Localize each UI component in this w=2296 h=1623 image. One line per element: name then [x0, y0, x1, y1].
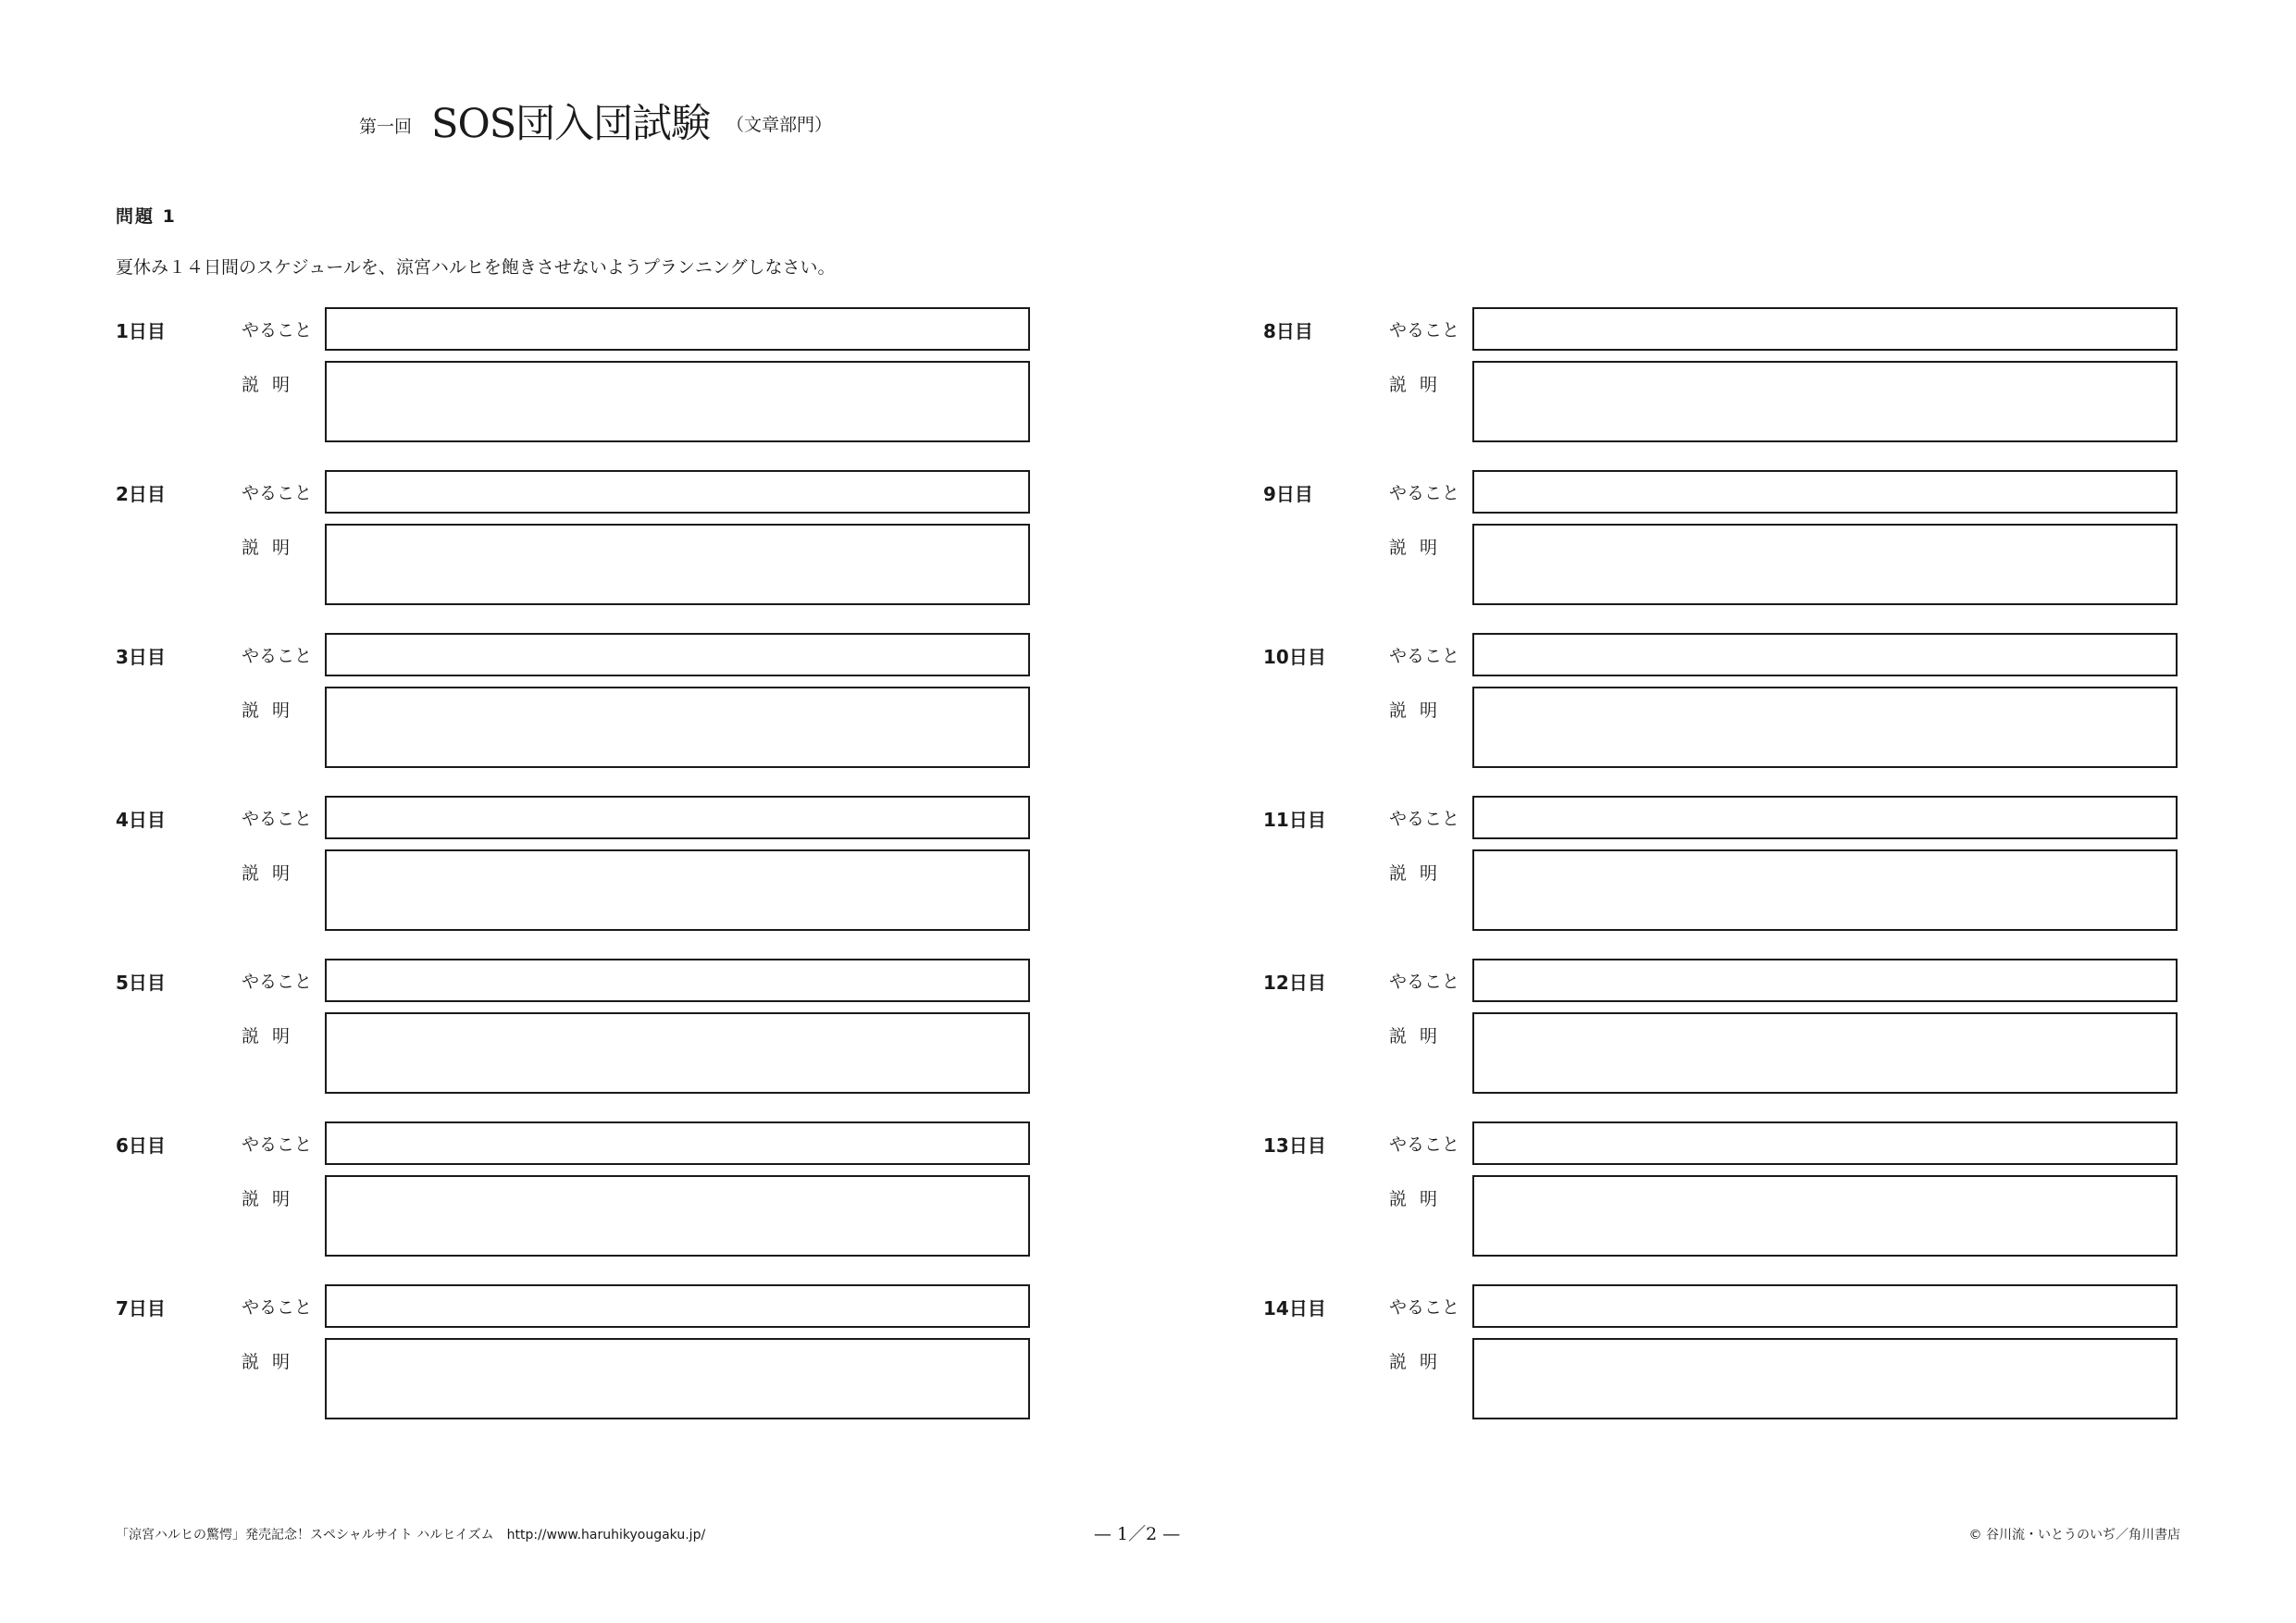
task-label: やること — [1389, 320, 1460, 341]
description-label: 説明 — [1389, 1189, 1451, 1209]
task-field[interactable] — [325, 959, 1030, 1002]
task-field[interactable] — [1472, 796, 2178, 839]
day-label: 12日目 — [1263, 972, 1326, 994]
day-block — [116, 470, 1161, 633]
day-label: 13日目 — [1263, 1134, 1326, 1157]
day-block — [1263, 796, 2296, 959]
task-label: やること — [1389, 646, 1460, 666]
schedule-column-left — [116, 307, 1161, 1447]
description-field[interactable] — [1472, 1338, 2178, 1419]
description-field[interactable] — [325, 1338, 1030, 1419]
day-block — [116, 796, 1161, 959]
day-block — [116, 1284, 1161, 1447]
task-label: やること — [242, 646, 313, 666]
task-label: やること — [242, 483, 313, 503]
page-title: SOS団入団試験 — [431, 101, 711, 147]
task-field[interactable] — [1472, 1284, 2178, 1328]
description-field[interactable] — [325, 849, 1030, 931]
description-label: 説明 — [1389, 375, 1451, 395]
task-label: やること — [242, 1297, 313, 1318]
question-heading: 問題 1 — [116, 206, 177, 227]
task-field[interactable] — [325, 470, 1030, 514]
day-block — [1263, 470, 2296, 633]
description-label: 説明 — [1389, 700, 1451, 721]
task-field[interactable] — [325, 796, 1030, 839]
task-label: やること — [242, 809, 313, 829]
day-block — [116, 959, 1161, 1121]
title-suffix: （文章部門） — [726, 115, 833, 135]
day-block — [1263, 307, 2296, 470]
day-label: 2日目 — [116, 483, 166, 505]
task-label: やること — [1389, 809, 1460, 829]
day-label: 8日目 — [1263, 320, 1313, 342]
day-label: 10日目 — [1263, 646, 1326, 668]
description-label: 説明 — [242, 1352, 304, 1372]
description-label: 説明 — [1389, 1026, 1451, 1047]
task-label: やること — [242, 320, 313, 341]
day-block — [116, 307, 1161, 470]
description-label: 説明 — [242, 1189, 304, 1209]
day-block — [1263, 1284, 2296, 1447]
description-label: 説明 — [242, 538, 304, 558]
task-label: やること — [1389, 1297, 1460, 1318]
description-field[interactable] — [1472, 849, 2178, 931]
day-label: 1日目 — [116, 320, 166, 342]
day-label: 14日目 — [1263, 1297, 1326, 1319]
task-label: やること — [242, 1134, 313, 1155]
description-label: 説明 — [1389, 863, 1451, 884]
description-field[interactable] — [1472, 687, 2178, 768]
day-block — [116, 633, 1161, 796]
task-field[interactable] — [1472, 307, 2178, 351]
description-label: 説明 — [242, 375, 304, 395]
page-number: — 1／2 — — [1094, 1524, 1181, 1544]
day-label: 9日目 — [1263, 483, 1313, 505]
task-field[interactable] — [325, 1284, 1030, 1328]
question-text: 夏休み１４日間のスケジュールを、涼宮ハルヒを飽きさせないようプランニングしなさい。 — [116, 257, 836, 278]
description-field[interactable] — [325, 361, 1030, 442]
day-block — [1263, 959, 2296, 1121]
description-field[interactable] — [1472, 361, 2178, 442]
day-label: 7日目 — [116, 1297, 166, 1319]
task-field[interactable] — [1472, 470, 2178, 514]
description-label: 説明 — [242, 700, 304, 721]
description-field[interactable] — [1472, 1012, 2178, 1094]
task-label: やること — [242, 972, 313, 992]
day-block — [1263, 1121, 2296, 1284]
day-label: 11日目 — [1263, 809, 1326, 831]
description-label: 説明 — [1389, 1352, 1451, 1372]
task-label: やること — [1389, 1134, 1460, 1155]
task-field[interactable] — [1472, 1121, 2178, 1165]
description-field[interactable] — [1472, 524, 2178, 605]
task-field[interactable] — [325, 307, 1030, 351]
task-label: やること — [1389, 972, 1460, 992]
task-field[interactable] — [1472, 633, 2178, 676]
description-label: 説明 — [1389, 538, 1451, 558]
day-label: 6日目 — [116, 1134, 166, 1157]
day-label: 4日目 — [116, 809, 166, 831]
day-block — [116, 1121, 1161, 1284]
copyright-text: © 谷川流・いとうのいぢ／角川書店 — [1968, 1528, 2180, 1542]
footer-site-text: 「涼宮ハルヒの驚愕」発売記念！スペシャルサイト ハルヒイズム http://www.haruhikyougaku.jp/ — [116, 1528, 706, 1542]
description-label: 説明 — [242, 1026, 304, 1047]
description-field[interactable] — [325, 687, 1030, 768]
description-field[interactable] — [325, 1175, 1030, 1257]
description-field[interactable] — [1472, 1175, 2178, 1257]
task-label: やること — [1389, 483, 1460, 503]
day-block — [1263, 633, 2296, 796]
task-field[interactable] — [325, 633, 1030, 676]
description-field[interactable] — [325, 1012, 1030, 1094]
day-label: 5日目 — [116, 972, 166, 994]
schedule-column-right — [1263, 307, 2296, 1447]
description-label: 説明 — [242, 863, 304, 884]
title-prefix: 第一回 — [359, 117, 413, 137]
task-field[interactable] — [1472, 959, 2178, 1002]
day-label: 3日目 — [116, 646, 166, 668]
description-field[interactable] — [325, 524, 1030, 605]
task-field[interactable] — [325, 1121, 1030, 1165]
